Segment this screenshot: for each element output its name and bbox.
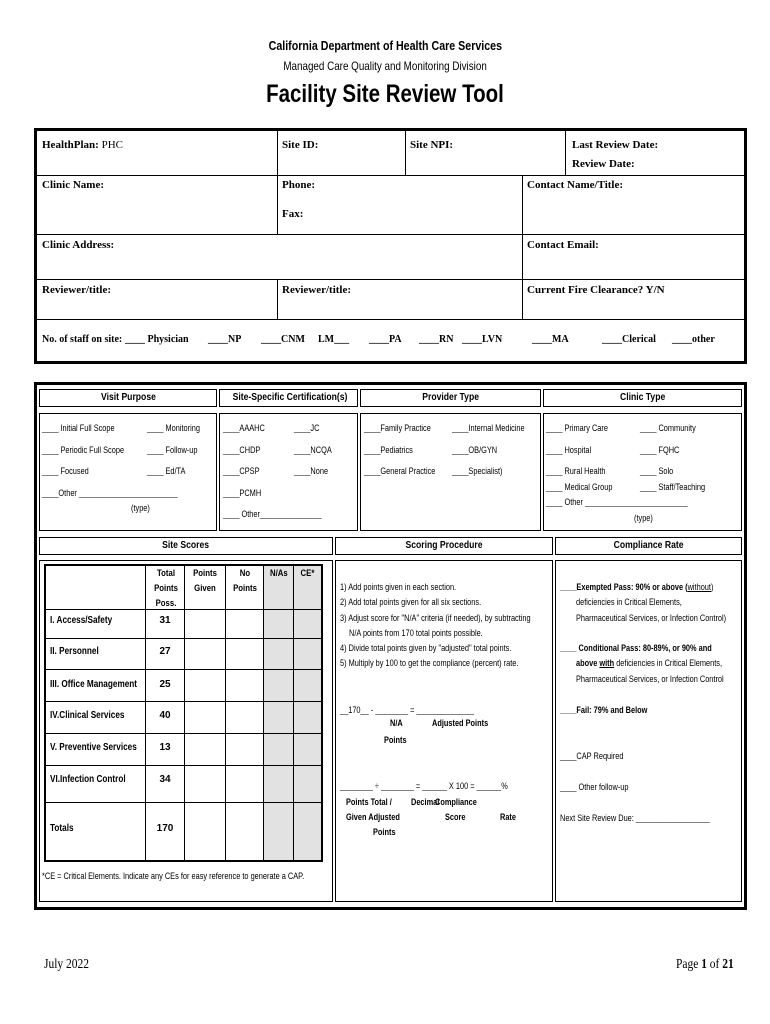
phone-field[interactable]: Phone: (282, 179, 315, 191)
page-number: Page 1 of 21 (676, 957, 734, 972)
provider-ob-gyn[interactable]: ____OB/GYN (452, 445, 498, 455)
given-adjusted-label: Given Adjusted (346, 812, 400, 822)
clinic-solo[interactable]: ____ Solo (640, 466, 674, 476)
col-points-given: Points Given (193, 568, 217, 594)
na-column-shade (263, 566, 293, 860)
staff-other[interactable]: ____other (672, 334, 715, 345)
scoring-procedure-header: Scoring Procedure (335, 537, 553, 555)
cap-required-option[interactable]: ____CAP Required (560, 751, 624, 761)
total-clinical-services: 40 (159, 710, 171, 721)
staff-physician[interactable]: ____ Physician (125, 334, 189, 345)
site-cert-header: Site-Specific Certification(s) (219, 389, 358, 407)
clinic-medical-group[interactable]: ____ Medical Group (546, 482, 613, 492)
clinic-name-field[interactable]: Clinic Name: (42, 179, 105, 191)
review-date-field[interactable]: Review Date: (572, 158, 635, 170)
staff-cnm[interactable]: ____CNM (261, 334, 305, 345)
staff-rn[interactable]: ____RN (419, 334, 454, 345)
table-row-infection-control: VI.Infection Control (50, 774, 126, 785)
compliance-rate-panel (555, 560, 742, 902)
exempted-pass-option[interactable]: ____Exempted Pass: 90% or above (without) (560, 582, 714, 592)
other-follow-up-option[interactable]: ____ Other follow-up (560, 782, 629, 792)
scoring-procedure-panel (335, 560, 553, 902)
visit-other[interactable]: ____Other ________________________ (42, 488, 178, 498)
clinic-other[interactable]: ____ Other _________________________ (546, 497, 688, 507)
staff-count-label: No. of staff on site: (42, 334, 123, 345)
provider-pediatrics[interactable]: ____Pediatrics (364, 445, 413, 455)
staff-pa[interactable]: ____PA (369, 334, 402, 345)
compliance-label: Compliance (435, 797, 477, 807)
total-infection-control: 34 (159, 774, 171, 785)
conditional-pass-option[interactable]: ____ Conditional Pass: 80-89%, or 90% and (560, 643, 712, 653)
staff-lvn[interactable]: ____LVN (462, 334, 503, 345)
footer-date: July 2022 (44, 957, 89, 972)
cert-jc[interactable]: ____JC (294, 423, 320, 433)
clinic-hospital[interactable]: ____ Hospital (546, 445, 592, 455)
visit-monitoring[interactable]: ____ Monitoring (147, 423, 200, 433)
site-info-box (34, 128, 747, 364)
contact-email-field[interactable]: Contact Email: (527, 239, 599, 251)
clinic-community[interactable]: ____ Community (640, 423, 696, 433)
col-no-points: No Points (232, 568, 257, 594)
reviewer-title-field-2[interactable]: Reviewer/title: (282, 284, 352, 296)
visit-initial-full-scope[interactable]: ____ Initial Full Scope (42, 423, 115, 433)
col-ce: CE* (300, 568, 315, 579)
clinic-fqhc[interactable]: ____ FQHC (640, 445, 680, 455)
provider-internal-medicine[interactable]: ____Internal Medicine (452, 423, 525, 433)
reviewer-title-field[interactable]: Reviewer/title: (42, 284, 112, 296)
procedure-step-1: 1) Add points given in each section. (340, 582, 457, 592)
rate-label: Rate (500, 812, 517, 822)
visit-purpose-header: Visit Purpose (39, 389, 217, 407)
clinic-address-field[interactable]: Clinic Address: (42, 239, 115, 251)
decimal-label: Decimal (411, 797, 440, 807)
total-personnel: 27 (159, 646, 171, 657)
exempted-pass-detail-1: deficiencies in Critical Elements, (576, 597, 682, 607)
adjusted-points-formula[interactable]: __170__ - ________ = ______________ (340, 705, 475, 715)
total-all: 170 (156, 823, 174, 834)
clinic-rural-health[interactable]: ____ Rural Health (546, 466, 606, 476)
table-row-clinical-services: IV.Clinical Services (50, 710, 125, 721)
col-na: N/As (269, 568, 288, 579)
cert-none[interactable]: ____None (294, 466, 329, 476)
provider-specialist[interactable]: ____Specialist) (452, 466, 503, 476)
procedure-step-4: 4) Divide total points given by "adjusted" total points. (340, 643, 512, 653)
department-name: California Department of Health Care Services (268, 38, 502, 53)
clinic-staff-teaching[interactable]: ____ Staff/Teaching (640, 482, 706, 492)
staff-lm[interactable]: LM___ (318, 334, 350, 345)
fire-clearance-field[interactable]: Current Fire Clearance? Y/N (527, 284, 665, 296)
visit-ed-ta[interactable]: ____ Ed/TA (147, 466, 186, 476)
total-office-management: 25 (159, 679, 171, 690)
cert-cpsp[interactable]: ____CPSP (223, 466, 260, 476)
cert-ncqa[interactable]: ____NCQA (294, 445, 332, 455)
points-total-label: Points Total / (346, 797, 392, 807)
procedure-step-2: 2) Add total points given for all six sections. (340, 597, 482, 607)
staff-clerical[interactable]: ____Clerical (602, 334, 656, 345)
healthplan-field[interactable]: HealthPlan: PHC (42, 139, 123, 151)
table-row-totals: Totals (50, 823, 74, 834)
compliance-rate-header: Compliance Rate (555, 537, 742, 555)
next-site-review-field[interactable]: Next Site Review Due: __________________ (560, 813, 710, 823)
cert-chdp[interactable]: ____CHDP (223, 445, 261, 455)
adjusted-points-sub-label: Points (373, 827, 396, 837)
total-access-safety: 31 (159, 615, 171, 626)
provider-type-header: Provider Type (360, 389, 541, 407)
last-review-date-field[interactable]: Last Review Date: (572, 139, 659, 151)
cert-other[interactable]: ____ Other_______________ (223, 509, 322, 519)
visit-follow-up[interactable]: ____ Follow-up (147, 445, 198, 455)
site-scores-header: Site Scores (39, 537, 333, 555)
na-points-label: Points (384, 735, 407, 745)
na-label: N/A (390, 718, 403, 728)
division-name: Managed Care Quality and Monitoring Division (283, 59, 487, 73)
table-row-personnel: II. Personnel (50, 646, 99, 657)
cert-aaahc[interactable]: ____AAAHC (223, 423, 265, 433)
table-row-preventive-services: V. Preventive Services (50, 742, 137, 753)
clinic-other-type-label: (type) (634, 513, 653, 523)
exempted-pass-detail-2: Pharmaceutical Services, or Infection Control) (576, 613, 727, 623)
total-preventive-services: 13 (159, 742, 171, 753)
page-title: Facility Site Review Tool (266, 80, 504, 108)
staff-ma[interactable]: ____MA (532, 334, 569, 345)
col-total-points: Total Points Poss. (154, 568, 178, 609)
visit-other-type-label: (type) (131, 503, 150, 513)
procedure-step-3: 3) Adjust score for "N/A" criteria (if needed), by subtracting (340, 613, 531, 623)
ce-column-shade (294, 566, 321, 860)
visit-periodic-full-scope[interactable]: ____ Periodic Full Scope (42, 445, 125, 455)
contact-name-field[interactable]: Contact Name/Title: (527, 179, 624, 191)
provider-general-practice[interactable]: ____General Practice (364, 466, 436, 476)
provider-family-practice[interactable]: ____Family Practice (364, 423, 431, 433)
visit-focused[interactable]: ____ Focused (42, 466, 89, 476)
fail-option[interactable]: ____Fail: 79% and Below (560, 705, 648, 715)
staff-np[interactable]: ____NP (208, 334, 242, 345)
procedure-step-5: 5) Multiply by 100 to get the compliance (percent) rate. (340, 658, 519, 668)
score-label: Score (445, 812, 466, 822)
table-row-office-management: III. Office Management (50, 679, 138, 690)
clinic-type-header: Clinic Type (543, 389, 742, 407)
table-row-access-safety: I. Access/Safety (50, 615, 113, 626)
clinic-primary-care[interactable]: ____ Primary Care (546, 423, 608, 433)
ce-footnote: *CE = Critical Elements. Indicate any CEs for easy reference to generate a CAP. (42, 871, 305, 881)
conditional-pass-detail-2: Pharmaceutical Services, or Infection Control (576, 674, 724, 684)
fax-field[interactable]: Fax: (282, 208, 304, 220)
cert-pcmh[interactable]: ____PCMH (223, 488, 262, 498)
site-npi-field[interactable]: Site NPI: (410, 139, 454, 151)
adjusted-points-label: Adjusted Points (432, 718, 489, 728)
site-id-field[interactable]: Site ID: (282, 139, 319, 151)
compliance-formula[interactable]: ________ ÷ ________ = ______ X 100 = ______% (340, 781, 508, 791)
conditional-pass-detail-1: above with deficiencies in Critical Elements, (576, 658, 723, 668)
procedure-step-3-cont: N/A points from 170 total points possible. (349, 628, 483, 638)
